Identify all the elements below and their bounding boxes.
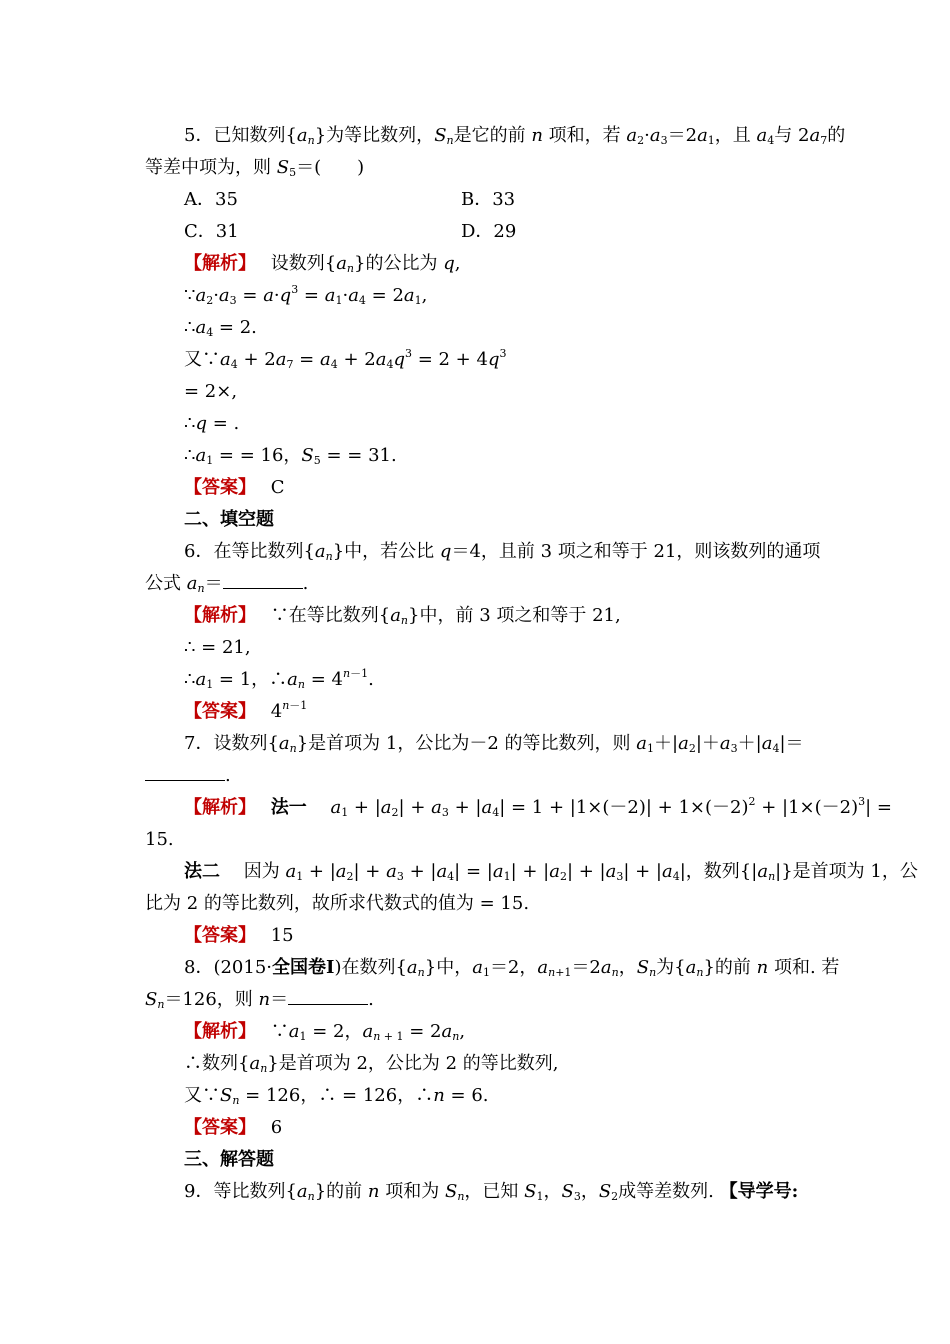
q7-analysis-label: 【解析】: [184, 797, 247, 818]
q8-answer: [184, 1116, 282, 1140]
q6-analysis-line1: 【解析】 ∵在等比数列$\{a_n\}$中，前 3 项之和等于 21,: [184, 605, 621, 627]
q5-stem-line2: 等差中项为，则 $S_5=$( ): [145, 157, 365, 179]
q5-answer-value: C: [270, 477, 285, 498]
q8-blank: [288, 990, 368, 1005]
q8-stem-line2: $S_n=126$，则 n＝ .: [145, 989, 374, 1011]
q8-answer-label: 【答案】: [184, 1117, 247, 1138]
q5-analysis-line2: $\because a_2\cdot a_3 = a\cdot q^3 = a_1\cdot a_4 = 2a_1$,: [184, 283, 428, 307]
q6-answer: 【答案】 $4^{n-1}$: [184, 699, 308, 722]
q6-analysis-line3: $\therefore a_1 = 1$，$\therefore a_n = 4^{n-1}$.: [184, 667, 374, 691]
q7-answer: [184, 924, 294, 948]
q5-analysis-line1: 【解析】 设数列$\{a_n\}$的公比为 q,: [184, 253, 461, 275]
q6-answer-label: 【答案】: [184, 701, 247, 722]
q7-stem-line1: 7．设数列$\{a_n\}$是首项为 1，公比为－2 的等比数列，则 $a_1+|a_2|+a_3+|a_4|=$: [184, 733, 804, 755]
q8-analysis-line3: 又$\because S_n = 126$，∴ = 126，∴n = 6.: [184, 1085, 489, 1107]
section-2-heading: 二、填空题: [184, 509, 274, 530]
q8-answer-value: 6: [270, 1117, 283, 1138]
section-3-heading: 三、解答题: [184, 1149, 274, 1170]
q7-method2-label: 法二: [184, 861, 220, 882]
q7-method1-line2: 15.: [145, 829, 174, 850]
q7-method2-line1: 法二 因为 $a_1 + |a_2| + a_3 + |a_4| = |a_1| + |a_2| + |a_3| + |a_4|$，数列$\{|a_n|\}$是首项为 1，公: [184, 861, 918, 883]
q6-stem-line2: 公式 $a_n=$ .: [145, 573, 309, 595]
q7-blank: [145, 766, 225, 781]
q8-analysis-label: 【解析】: [184, 1021, 247, 1042]
q8-stem-line1: 8．(2015·全国卷Ⅰ)在数列$\{a_n\}$中，$a_1=2$，$a_{n+1}=2a_n$，$S_n$为$\{a_n\}$的前 n 项和. 若: [184, 957, 840, 979]
q7-answer-value: 15: [270, 925, 294, 946]
q7-method1-label: 法一: [270, 797, 307, 818]
q5-stem-line1: 5．已知数列$\{a_n\}$为等比数列，$S_n$是它的前 n 项和，若 $a_2\cdot a_3=2a_1$，且 $a_4$与 $2a_7$的: [184, 125, 846, 147]
q5-answer-label: 【答案】: [184, 477, 247, 498]
q7-analysis-line1: 【解析】 法一 $a_1 + |a_2| + a_3 + |a_4| = 1 + |1\times(-2)| + 1\times(-2)^2 + |1\times(-2)^3|$ =: [184, 795, 892, 819]
q8-analysis-line2: ∴数列$\{a_n\}$是首项为 2，公比为 2 的等比数列,: [184, 1053, 559, 1075]
q6-analysis-line2: ∴ = 21,: [184, 637, 251, 658]
q5-analysis-line7: $\therefore a_1$ = = 16，$S_5$ = = 31.: [184, 445, 397, 467]
q5-answer: [184, 476, 285, 500]
q5-analysis-line3: $\therefore a_4 = 2$.: [184, 317, 257, 339]
q8-analysis-line1: 【解析】 $\because a_1 = 2$，$a_{n + 1} = 2a_n$,: [184, 1021, 466, 1043]
q5-analysis-line6: ∴q = .: [184, 413, 240, 434]
q7-stem-line2: .: [145, 764, 231, 788]
q5-option-a: A．35: [184, 189, 238, 210]
q5-analysis-label: 【解析】: [184, 253, 247, 274]
q7-answer-label: 【答案】: [184, 925, 247, 946]
q6-stem-line1: 6．在等比数列$\{a_n\}$中，若公比 q＝4，且前 3 项之和等于 21，则该数列的通项: [184, 541, 821, 563]
q6-analysis-label: 【解析】: [184, 605, 247, 626]
q9-stem-line1: 9．等比数列$\{a_n\}$的前 n 项和为 $S_n$，已知 $S_1$，$S_3$，$S_2$成等差数列. 【导学号:: [184, 1181, 799, 1203]
q5-analysis-line4: 又$\because a_4 + 2a_7 = a_4 + 2a_4q^3 = 2 + 4q^3$: [184, 347, 507, 371]
q5-analysis-line5: = 2×,: [184, 381, 238, 402]
q5-option-c: C．31: [184, 221, 239, 242]
q5-option-d: D．29: [461, 221, 517, 242]
q6-blank: [223, 574, 303, 589]
q5-option-b: B．33: [461, 189, 516, 210]
q7-method2-line2: 比为 2 的等比数列，故所求代数式的值为 = 15.: [145, 893, 530, 914]
